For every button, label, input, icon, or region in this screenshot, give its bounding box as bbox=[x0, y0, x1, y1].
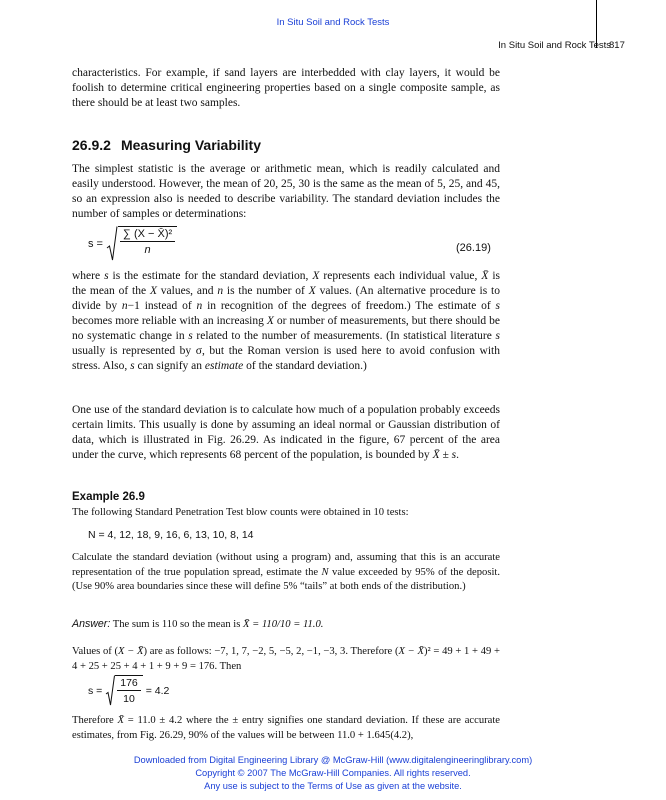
equation-lhs: s = bbox=[88, 238, 103, 250]
equation-numerator: ∑ (X − X̄)² bbox=[120, 228, 175, 242]
answer-label: Answer: bbox=[72, 618, 111, 630]
radical-sign-icon bbox=[106, 226, 118, 262]
example-paragraph-1: Calculate the standard deviation (without using a program) and, assuming that this is an accurate representation of the true population spread, estimate the N value exceeded by 95% of the deposit. (Use 90% area boundaries since these will define 5% “tails” at both ends of the distribution.) bbox=[72, 552, 500, 592]
example-fraction bbox=[117, 677, 141, 705]
example-intro: The following Standard Penetration Test blow counts were obtained in 10 tests: bbox=[72, 507, 409, 518]
footer-terms: Any use is subject to the Terms of Use as given at the website. bbox=[204, 781, 462, 791]
example-equation-lhs: s = bbox=[88, 685, 103, 697]
example-equation bbox=[88, 675, 169, 707]
equation-denominator: n bbox=[144, 244, 151, 256]
example-numerator: 176 bbox=[117, 677, 141, 691]
square-root bbox=[106, 226, 177, 262]
section-title: Measuring Variability bbox=[120, 137, 261, 153]
std-deviation-equation bbox=[88, 226, 177, 262]
page-number: 817 bbox=[609, 40, 625, 51]
example-data: N = 4, 12, 18, 9, 16, 6, 13, 10, 8, 14 bbox=[88, 529, 254, 541]
footer-download-link[interactable]: Downloaded from Digital Engineering Library @ McGraw-Hill (www.digitalengineeringlibrary.com) bbox=[133, 755, 533, 765]
example-paragraph-2: Values of (X − X̄) are as follows: −7, 1, 7, −2, 5, −5, 2, −1, −3, 3. Therefore (X − X̄)² = 49 + 1 + 49 + 4 + 25 + 25 + 4 + 1 + 9 + 9 = 176. Then bbox=[72, 646, 500, 672]
footer-copyright: Copyright © 2007 The McGraw-Hill Companies. All rights reserved. bbox=[195, 768, 471, 778]
example-answer: Answer: The sum is 110 so the mean is X̄ = 110/10 = 11.0. bbox=[72, 618, 324, 630]
equation-fraction bbox=[120, 228, 175, 256]
paragraph-2: where s is the estimate for the standard deviation, X represents each individual value, X̄ is the mean of the X values, and n is the number of X values. (An alternative procedure is to divide by n−1 instead of n in recognition of the degrees of freedom.) The estimate of s becomes more reliable with an increasing X or number of measurements, but there should be no systematic change in s related to the number of measurements. (In statistical literature s usually is represented by σ, but the Roman version is used here to avoid confusion with stress. Also, s can signify an estimate of the standard deviation.) bbox=[72, 270, 501, 372]
example-square-root bbox=[105, 675, 143, 707]
paragraph-1: The simplest statistic is the average or arithmetic mean, which is readily calculated and easily understood. However, the mean of 20, 25, 30 is the same as the mean of 5, 25, and 45, so an expression also is needed to describe variability. The standard deviation includes the number of samples or determinations: bbox=[72, 163, 500, 220]
section-heading bbox=[72, 137, 261, 153]
example-heading: Example 26.9 bbox=[72, 491, 145, 503]
running-head: In Situ Soil and Rock Tests bbox=[498, 40, 611, 51]
document-top-title: In Situ Soil and Rock Tests bbox=[276, 17, 390, 28]
example-denominator: 10 bbox=[123, 693, 135, 705]
example-equation-result: = 4.2 bbox=[145, 685, 170, 697]
example-paragraph-3: Therefore X̄ = 11.0 ± 4.2 where the ± entry signifies one standard deviation. If these are accurate estimates, from Fig. 26.29, 90% of the values will be between 11.0 + 1.645(4.2), bbox=[72, 715, 501, 741]
paragraph-3: One use of the standard deviation is to calculate how much of a population probably exceeds certain limits. This usually is done by assuming an ideal normal or Gaussian distribution of data, which is illustrated in Fig. 26.29. As indicated in the figure, 67 percent of the area under the curve, which represents 68 percent of the population, is bounded by X̄ ± s. bbox=[72, 404, 500, 461]
equation-number: (26.19) bbox=[456, 242, 491, 254]
intro-paragraph: characteristics. For example, if sand layers are interbedded with clay layers, it would be foolish to determine critical engineering properties based on a single composite sample, as there should be at least two samples. bbox=[72, 67, 500, 109]
radical-sign-icon bbox=[105, 675, 115, 707]
section-number: 26.9.2 bbox=[72, 137, 111, 153]
